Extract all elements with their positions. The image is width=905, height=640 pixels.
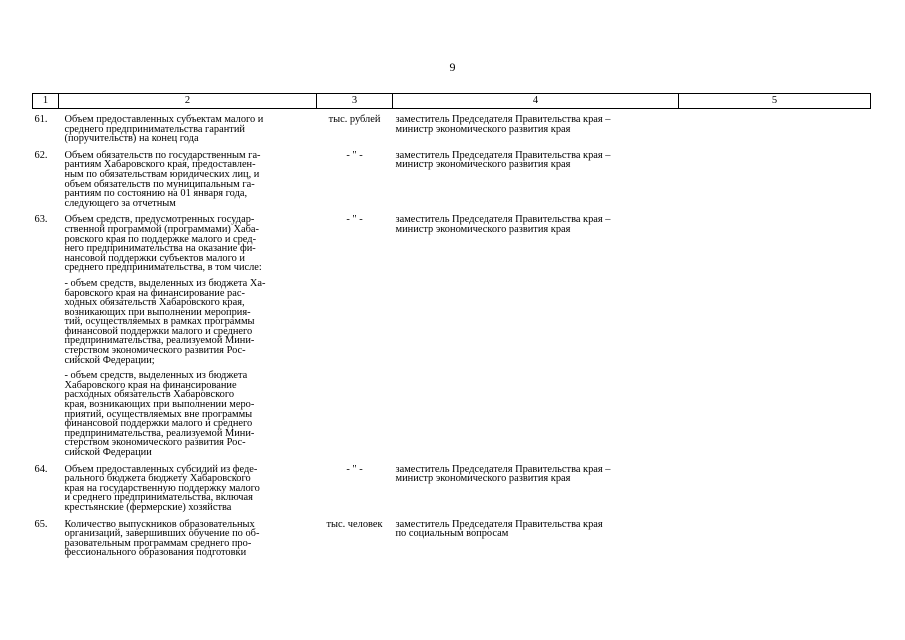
indicator-sub-item-line: предпринимательства, реализуемой Мини- — [64, 427, 255, 439]
indicator-sub-item-line: Хабаровского края на финансирование — [64, 379, 237, 391]
indicator-name-line: (поручительств) на конец года — [64, 133, 199, 145]
column-5-cell — [679, 144, 871, 209]
indicator-sub-item-line: сийской Федерации; — [64, 354, 155, 366]
responsible-official-line: заместитель Председателя Правительства края – — [395, 149, 611, 161]
page-number: 9 — [449, 60, 456, 74]
indicator-name-line: фессионального образования подготовки — [64, 547, 247, 559]
indicator-name-line: среднего предпринимательства гарантий — [64, 123, 245, 135]
indicator-name-line: нансовой поддержки субъектов малого и — [64, 252, 245, 264]
indicator-name-line: разовательным программам среднего про- — [64, 537, 252, 549]
responsible-official-line: министр экономического развития края — [395, 473, 571, 485]
indicator-sub-item — [65, 279, 313, 365]
responsible-official-line: по социальным вопросам — [395, 528, 509, 540]
indicators-table — [32, 93, 871, 558]
indicator-name — [59, 109, 317, 144]
responsible-official-line: министр экономического развития края — [395, 159, 571, 171]
row-number: 64. — [34, 463, 48, 475]
responsible-official — [393, 208, 679, 457]
indicator-name-line: края на государственную поддержку малого — [64, 482, 260, 494]
indicator-sub-item-line: края, возникающих при выполнении меро- — [64, 399, 255, 411]
indicator-name-line: рантиям по состоянию на 01 января года, — [64, 188, 248, 200]
column-header-5: 5 — [679, 94, 871, 109]
indicator-sub-item-line: финансовой поддержки малого и среднего — [64, 325, 253, 337]
unit-of-measure: тыс. человек — [326, 518, 383, 530]
indicator-name-line: Объем обязательств по государственным га- — [64, 149, 261, 161]
indicator-name-line: среднего предпринимательства, в том числе: — [64, 262, 262, 274]
indicator-sub-item-line: - объем средств, выделенных из бюджета Ха- — [64, 277, 266, 289]
responsible-official-line: заместитель Председателя Правительства края — [395, 518, 603, 530]
table-row — [33, 458, 871, 513]
indicator-name-line: организаций, завершивших обучение по об- — [64, 528, 260, 540]
column-5-cell — [679, 109, 871, 144]
indicator-name-line: рального бюджета бюджету Хабаровского — [64, 473, 251, 485]
indicator-name-line: и среднего предпринимательства, включая — [64, 492, 253, 504]
indicator-sub-item-line: предпринимательства, реализуемой Мини- — [64, 335, 255, 347]
responsible-official — [393, 109, 679, 144]
table-row — [33, 109, 871, 144]
indicator-name-line: ственной программой (программами) Хаба- — [64, 223, 259, 235]
column-header-2: 2 — [59, 94, 317, 109]
indicator-name — [59, 208, 317, 457]
unit-of-measure: тыс. рублей — [328, 114, 381, 125]
column-5-cell — [679, 513, 871, 558]
unit-of-measure: - " - — [346, 149, 363, 161]
indicator-name — [59, 458, 317, 513]
indicator-name — [59, 144, 317, 209]
indicator-name-line: рантиям Хабаровского края, предоставлен- — [64, 159, 256, 171]
row-number: 65. — [34, 518, 48, 530]
indicator-sub-item-line: стерством экономического развития Рос- — [64, 437, 246, 449]
indicator-name-line: следующего за отчетным — [64, 197, 176, 209]
unit-of-measure: - " - — [346, 214, 363, 226]
indicator-sub-item-line: приятий, осуществляемых вне программы — [64, 408, 253, 420]
indicator-sub-item-line: тий, осуществляемых в рамках программы — [64, 316, 255, 328]
indicator-name-line: объем обязательств по муниципальным га- — [64, 178, 255, 190]
column-header-3: 3 — [317, 94, 393, 109]
responsible-official-line: заместитель Председателя Правительства края – — [395, 114, 611, 125]
indicator-name-line: Объем средств, предусмотренных государ- — [64, 214, 255, 226]
indicator-name-line: Объем предоставленных субъектам малого и — [64, 114, 264, 125]
responsible-official-line: министр экономического развития края — [395, 223, 571, 235]
indicator-sub-item-line: стерством экономического развития Рос- — [64, 345, 246, 357]
table-row — [33, 144, 871, 209]
table-row — [33, 513, 871, 558]
responsible-official — [393, 144, 679, 209]
indicator-name-line: ровского края по поддержке малого и сред- — [64, 233, 257, 245]
responsible-official-line: министр экономического развития края — [395, 123, 571, 135]
table-body — [33, 109, 871, 558]
responsible-official — [393, 458, 679, 513]
column-5-cell — [679, 208, 871, 457]
indicator-sub-item-line: расходных обязательств Хабаровского — [64, 389, 235, 401]
indicator-name-line: крестьянские (фермерские) хозяйства — [64, 501, 232, 513]
indicator-sub-item-line: финансовой поддержки малого и среднего — [64, 418, 253, 430]
column-header-4: 4 — [393, 94, 679, 109]
row-number: 61. — [34, 114, 48, 125]
indicator-name-line: Объем предоставленных субсидий из феде- — [64, 463, 258, 475]
row-number: 62. — [34, 149, 48, 161]
indicator-sub-item-line: возникающих при выполнении мероприя- — [64, 306, 251, 318]
indicator-name — [59, 513, 317, 558]
indicator-name-line: Количество выпускников образовательных — [64, 518, 255, 530]
column-header-1: 1 — [33, 94, 59, 109]
column-5-cell — [679, 458, 871, 513]
indicator-sub-item-line: - объем средств, выделенных из бюджета — [64, 370, 248, 382]
indicator-sub-item-line: баровского края на финансирование рас- — [64, 287, 245, 299]
responsible-official-line: заместитель Председателя Правительства края – — [395, 214, 611, 226]
indicator-name-line: ным по обязательствам юридических лиц, и — [64, 168, 260, 180]
indicator-name-line: него предпринимательства на оказание фи- — [64, 243, 256, 255]
table-row — [33, 208, 871, 457]
unit-of-measure: - " - — [346, 463, 363, 475]
indicator-sub-item — [65, 371, 313, 457]
responsible-official-line: заместитель Председателя Правительства края – — [395, 463, 611, 475]
responsible-official — [393, 513, 679, 558]
table-header — [33, 94, 871, 109]
indicator-sub-item-line: сийской Федерации — [64, 447, 152, 458]
row-number: 63. — [34, 214, 48, 226]
indicator-sub-item-line: ходных обязательств Хабаровского края, — [64, 297, 245, 309]
